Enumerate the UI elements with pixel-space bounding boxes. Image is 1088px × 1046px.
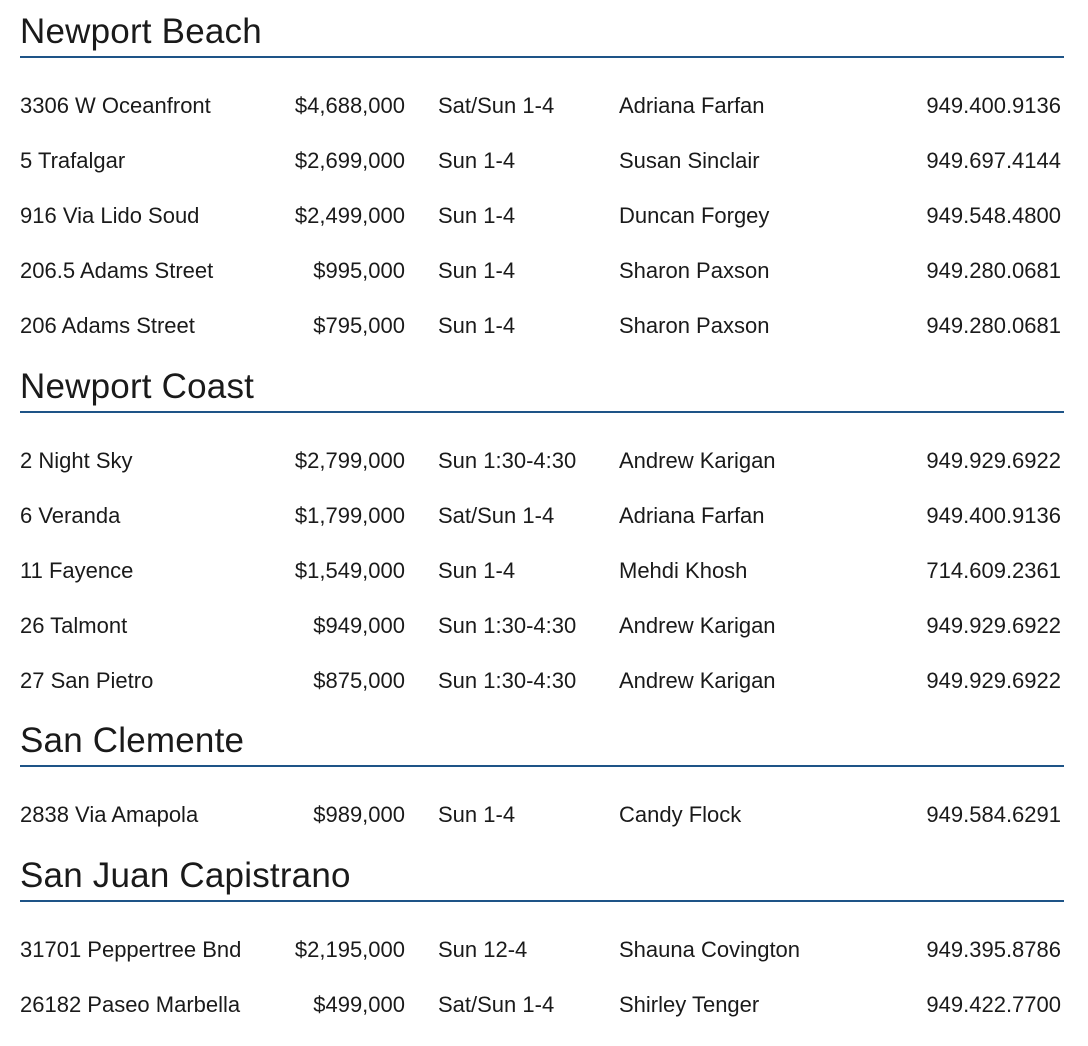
listing-price: $875,000 — [313, 668, 405, 693]
listing-price: $795,000 — [313, 313, 405, 338]
listing-hours: Sun 1-4 — [438, 313, 516, 338]
listing-agent: Andrew Karigan — [619, 668, 776, 693]
listing-price: $499,000 — [313, 992, 405, 1017]
listing-agent: Adriana Farfan — [619, 503, 765, 528]
listing-row — [20, 801, 1064, 856]
listing-hours: Sun 1:30-4:30 — [438, 448, 577, 473]
listing-address: 5 Trafalgar — [20, 148, 126, 173]
listing-price: $2,799,000 — [294, 448, 405, 473]
listing-row — [20, 147, 1064, 202]
listing-price: $995,000 — [313, 258, 405, 283]
listing-address: 206.5 Adams Street — [20, 258, 214, 283]
listing-phone: 949.280.0681 — [926, 258, 1061, 283]
listing-row — [20, 557, 1064, 612]
listing-price: $1,799,000 — [294, 503, 405, 528]
listing-agent: Candy Flock — [619, 802, 742, 827]
listing-phone: 949.400.9136 — [926, 503, 1061, 528]
listing-list — [20, 801, 1064, 856]
listing-hours: Sat/Sun 1-4 — [438, 503, 555, 528]
listing-phone: 949.548.4800 — [926, 203, 1061, 228]
listing-address: 3306 W Oceanfront — [20, 93, 211, 118]
listing-hours: Sun 1:30-4:30 — [438, 613, 577, 638]
listing-phone: 949.422.7700 — [926, 992, 1061, 1017]
listing-agent: Shauna Covington — [619, 937, 801, 962]
listing-list — [20, 447, 1064, 722]
section-newport-coast — [20, 367, 1064, 722]
listing-list — [20, 92, 1064, 367]
listing-agent: Shirley Tenger — [619, 992, 760, 1017]
listing-address: 2838 Via Amapola — [20, 802, 199, 827]
listing-address: 916 Via Lido Soud — [20, 203, 200, 228]
listing-price: $989,000 — [313, 802, 405, 827]
listing-agent: Adriana Farfan — [619, 93, 765, 118]
listing-address: 11 Fayence — [20, 558, 134, 583]
listing-row — [20, 92, 1064, 147]
listing-price: $4,688,000 — [294, 93, 405, 118]
listing-price: $949,000 — [313, 613, 405, 638]
section-title: San Juan Capistrano — [20, 856, 351, 895]
section-divider — [20, 765, 1064, 767]
listing-phone: 949.395.8786 — [926, 937, 1061, 962]
listing-price: $2,699,000 — [294, 148, 405, 173]
listing-hours: Sun 1-4 — [438, 802, 516, 827]
listing-address: 6 Veranda — [20, 503, 121, 528]
listing-agent: Andrew Karigan — [619, 448, 776, 473]
listing-phone: 949.400.9136 — [926, 93, 1061, 118]
listing-address: 31701 Peppertree Bnd — [20, 937, 242, 962]
listing-phone: 949.280.0681 — [926, 313, 1061, 338]
listing-phone: 949.697.4144 — [926, 148, 1061, 173]
listing-row — [20, 447, 1064, 502]
section-title: San Clemente — [20, 721, 245, 760]
listing-phone: 949.929.6922 — [926, 448, 1061, 473]
listing-row — [20, 667, 1064, 722]
listing-address: 26 Talmont — [20, 613, 128, 638]
listing-agent: Mehdi Khosh — [619, 558, 748, 583]
listing-agent: Andrew Karigan — [619, 613, 776, 638]
listing-hours: Sun 1-4 — [438, 258, 516, 283]
listing-row — [20, 991, 1064, 1046]
listing-price: $1,549,000 — [294, 558, 405, 583]
listing-phone: 714.609.2361 — [926, 558, 1061, 583]
listing-address: 27 San Pietro — [20, 668, 154, 693]
listing-list — [20, 936, 1064, 1046]
listing-phone: 949.929.6922 — [926, 613, 1061, 638]
listing-address: 206 Adams Street — [20, 313, 195, 338]
listing-price: $2,499,000 — [294, 203, 405, 228]
listing-price: $2,195,000 — [294, 937, 405, 962]
section-newport-beach — [20, 12, 1064, 367]
listing-agent: Sharon Paxson — [619, 313, 770, 338]
listing-row — [20, 202, 1064, 257]
listing-hours: Sun 1:30-4:30 — [438, 668, 577, 693]
listing-hours: Sun 1-4 — [438, 558, 516, 583]
section-san-clemente — [20, 721, 1064, 856]
section-divider — [20, 900, 1064, 902]
listing-row — [20, 312, 1064, 367]
listing-row — [20, 502, 1064, 557]
section-title: Newport Beach — [20, 12, 262, 51]
listing-agent: Duncan Forgey — [619, 203, 770, 228]
listing-row — [20, 257, 1064, 312]
listing-hours: Sat/Sun 1-4 — [438, 93, 555, 118]
section-divider — [20, 56, 1064, 58]
listing-address: 26182 Paseo Marbella — [20, 992, 241, 1017]
listing-hours: Sun 1-4 — [438, 203, 516, 228]
listing-phone: 949.584.6291 — [926, 802, 1061, 827]
listing-hours: Sat/Sun 1-4 — [438, 992, 555, 1017]
section-title: Newport Coast — [20, 367, 255, 406]
section-san-juan-capistrano — [20, 856, 1064, 1046]
listing-row — [20, 612, 1064, 667]
section-divider — [20, 411, 1064, 413]
listing-hours: Sun 12-4 — [438, 937, 528, 962]
listing-address: 2 Night Sky — [20, 448, 133, 473]
listing-row — [20, 936, 1064, 991]
listing-phone: 949.929.6922 — [926, 668, 1061, 693]
listing-agent: Susan Sinclair — [619, 148, 760, 173]
listing-agent: Sharon Paxson — [619, 258, 770, 283]
listing-hours: Sun 1-4 — [438, 148, 516, 173]
